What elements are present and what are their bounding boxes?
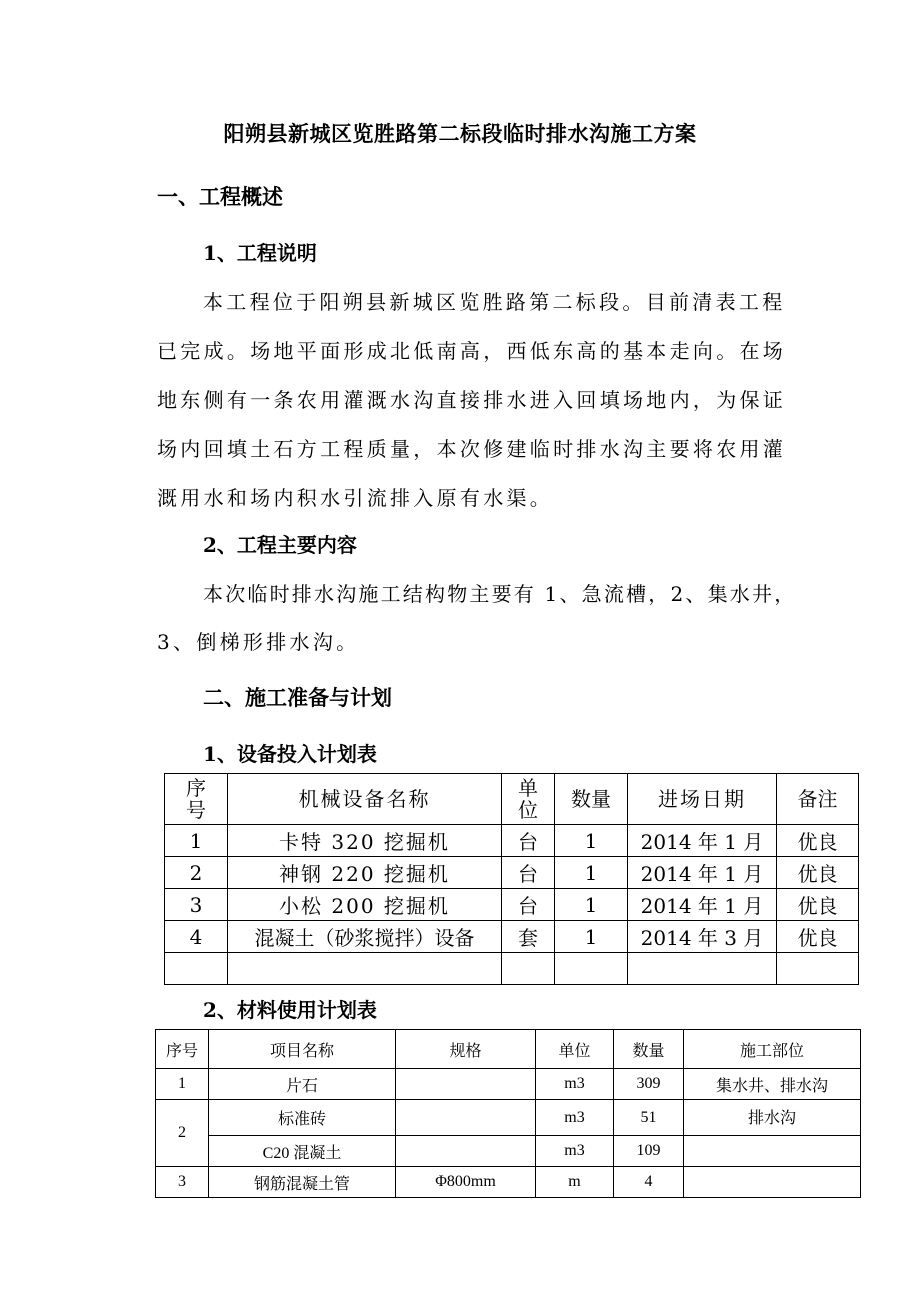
cell-spec: [396, 1100, 536, 1136]
page-title: 阳朔县新城区览胜路第二标段临时排水沟施工方案: [223, 121, 697, 146]
table-header-row: [156, 1030, 861, 1069]
subheading-project-description: 1、工程说明: [203, 241, 317, 265]
cell-remark: 优良: [777, 921, 859, 953]
cell-location: [684, 1136, 861, 1167]
table-header-row: [165, 774, 859, 825]
cell-date: 2014 年 1 月: [628, 857, 777, 889]
cell-spec: [396, 1069, 536, 1100]
cell-empty: [228, 953, 502, 985]
header-cell-location: 施工部位: [684, 1030, 861, 1069]
cell-unit: m3: [536, 1100, 614, 1136]
header-cell-remark: 备注: [777, 774, 859, 825]
cell-name: 混凝土（砂浆搅拌）设备: [228, 921, 502, 953]
section-heading-preparation: 二、施工准备与计划: [203, 685, 392, 710]
cell-location: 排水沟: [684, 1100, 861, 1136]
cell-unit: m3: [536, 1136, 614, 1167]
cell-unit: m: [536, 1167, 614, 1198]
table-row: [165, 889, 859, 921]
subheading-equipment-plan: 1、设备投入计划表: [203, 742, 377, 766]
cell-name: 标准砖: [209, 1100, 396, 1136]
materials-plan-table: [155, 1029, 861, 1198]
cell-no: 2: [165, 857, 228, 889]
header-cell-name: 项目名称: [209, 1030, 396, 1069]
cell-qty: 309: [614, 1069, 684, 1100]
table-row: [156, 1100, 861, 1136]
cell-empty: [555, 953, 628, 985]
cell-name: 小松 200 挖掘机: [228, 889, 502, 921]
cell-spec: Φ800mm: [396, 1167, 536, 1198]
cell-spec: [396, 1136, 536, 1167]
table-row: [156, 1167, 861, 1198]
header-cell-spec: 规格: [396, 1030, 536, 1069]
cell-empty: [165, 953, 228, 985]
cell-date: 2014 年 1 月: [628, 889, 777, 921]
cell-no: 1: [165, 825, 228, 857]
cell-location: [684, 1167, 861, 1198]
cell-remark: 优良: [777, 889, 859, 921]
header-cell-no: 序号: [156, 1030, 209, 1069]
cell-qty: 1: [555, 921, 628, 953]
cell-no: 1: [156, 1069, 209, 1100]
paragraph-line: 地东侧有一条农用灌溉水沟直接排水进入回填场地内，为保证: [157, 388, 787, 412]
cell-qty: 51: [614, 1100, 684, 1136]
cell-name: 片石: [209, 1069, 396, 1100]
paragraph-line: 本次临时排水沟施工结构物主要有 1、急流槽，2、集水井，: [203, 582, 797, 606]
cell-no: 4: [165, 921, 228, 953]
cell-empty: [777, 953, 859, 985]
cell-qty: 1: [555, 825, 628, 857]
header-cell-unit: 单 位: [502, 774, 555, 825]
cell-name: C20 混凝土: [209, 1136, 396, 1167]
table-row: [165, 921, 859, 953]
cell-empty: [502, 953, 555, 985]
paragraph-line: 场内回填土石方工程质量，本次修建临时排水沟主要将农用灌: [157, 437, 787, 461]
subheading-materials-plan: 2、材料使用计划表: [203, 998, 377, 1022]
header-cell-qty: 数量: [555, 774, 628, 825]
cell-name: 神钢 220 挖掘机: [228, 857, 502, 889]
cell-no: 3: [165, 889, 228, 921]
table-row: [156, 1069, 861, 1100]
cell-qty: 1: [555, 889, 628, 921]
header-cell-date: 进场日期: [628, 774, 777, 825]
header-cell-no: 序 号: [165, 774, 228, 825]
cell-date: 2014 年 1 月: [628, 825, 777, 857]
subheading-main-content: 2、工程主要内容: [203, 533, 357, 557]
table-row: [165, 825, 859, 857]
cell-qty: 1: [555, 857, 628, 889]
cell-qty: 109: [614, 1136, 684, 1167]
header-cell-qty: 数量: [614, 1030, 684, 1069]
cell-name: 钢筋混凝土管: [209, 1167, 396, 1198]
header-cell-unit: 单位: [536, 1030, 614, 1069]
table-row: [156, 1136, 861, 1167]
cell-empty: [628, 953, 777, 985]
cell-unit: 套: [502, 921, 555, 953]
table-row-empty: [165, 953, 859, 985]
cell-name: 卡特 320 挖掘机: [228, 825, 502, 857]
cell-no: 3: [156, 1167, 209, 1198]
table-row: [165, 857, 859, 889]
cell-date: 2014 年 3 月: [628, 921, 777, 953]
cell-unit: 台: [502, 889, 555, 921]
cell-remark: 优良: [777, 857, 859, 889]
paragraph-line: 已完成。场地平面形成北低南高，西低东高的基本走向。在场: [157, 339, 787, 363]
section-heading-overview: 一、工程概述: [157, 184, 283, 209]
cell-unit: m3: [536, 1069, 614, 1100]
paragraph-line: 本工程位于阳朔县新城区览胜路第二标段。目前清表工程: [203, 290, 786, 314]
paragraph-line: 3、倒梯形排水沟。: [157, 630, 360, 654]
cell-unit: 台: [502, 857, 555, 889]
header-cell-name: 机械设备名称: [228, 774, 502, 825]
cell-remark: 优良: [777, 825, 859, 857]
cell-unit: 台: [502, 825, 555, 857]
cell-location: 集水井、排水沟: [684, 1069, 861, 1100]
paragraph-line: 溉用水和场内积水引流排入原有水渠。: [157, 486, 554, 510]
cell-qty: 4: [614, 1167, 684, 1198]
cell-no: 2: [156, 1100, 209, 1167]
equipment-plan-table: [164, 773, 859, 985]
